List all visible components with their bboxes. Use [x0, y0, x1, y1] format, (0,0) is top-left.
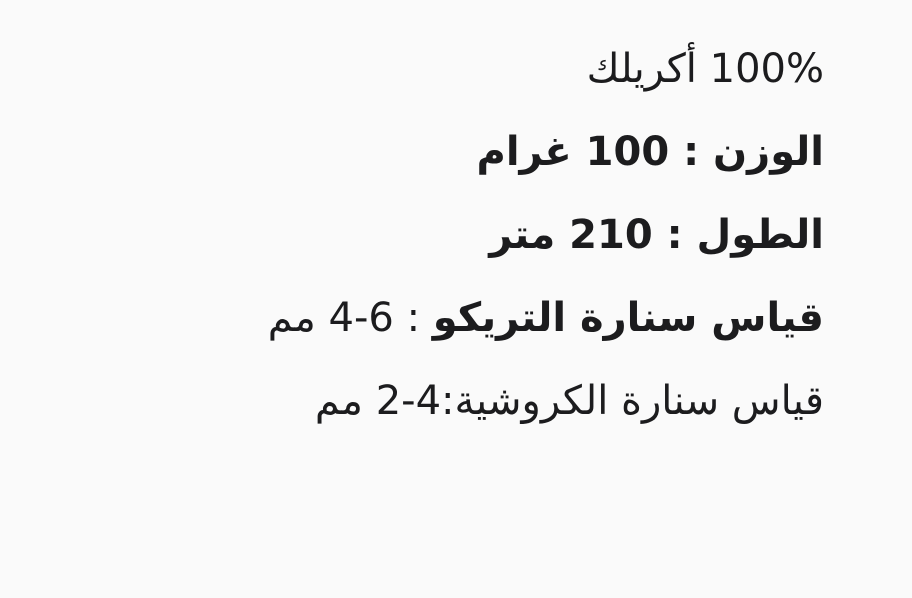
- knitting-needle-value: : 6-4 مم: [267, 295, 433, 341]
- spec-line-crochet-hook-size: قياس سنارة الكروشية:4-2 مم: [314, 378, 824, 424]
- spec-line-length: الطول : 210 متر: [489, 212, 824, 258]
- knitting-needle-label: قياس سنارة التريكو: [432, 295, 824, 341]
- spec-line-material: 100% أكريلك: [586, 46, 824, 92]
- spec-line-weight: الوزن : 100 غرام: [476, 129, 824, 175]
- spec-line-knitting-needle-size: [60, 277, 824, 360]
